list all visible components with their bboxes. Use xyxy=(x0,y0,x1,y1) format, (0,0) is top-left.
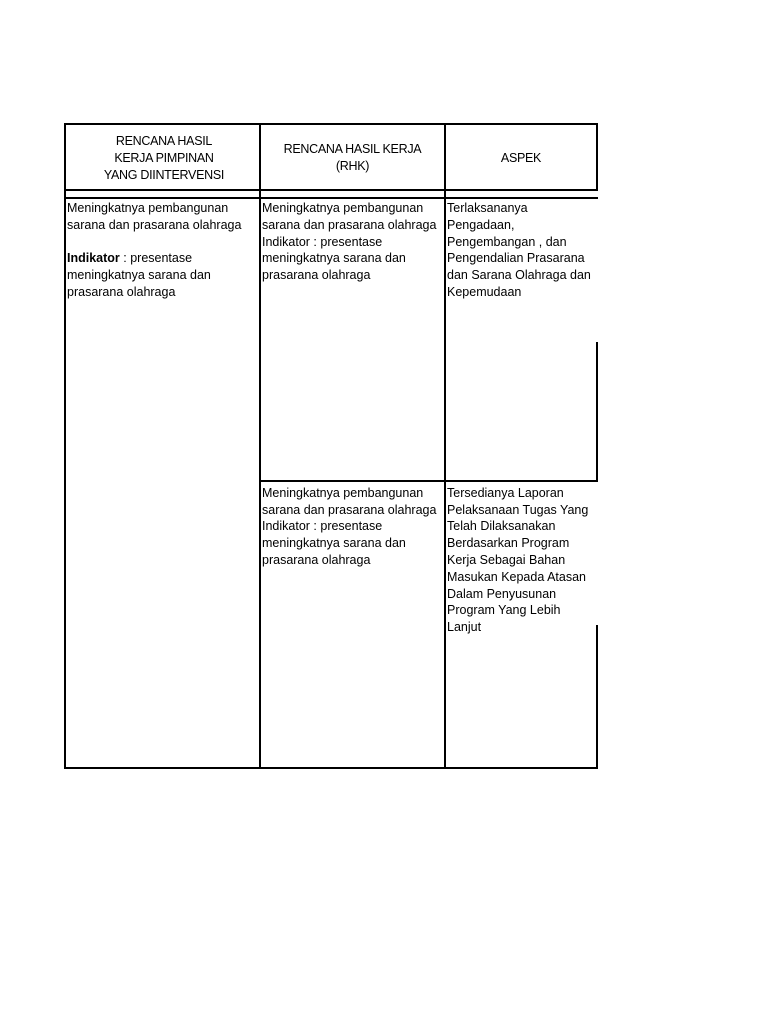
column-divider-2 xyxy=(444,123,446,769)
header-bottom-border-1 xyxy=(64,189,598,191)
table-bottom-border xyxy=(64,767,598,769)
column-divider-1 xyxy=(259,123,261,769)
aspek-line: Kepemudaan xyxy=(447,285,522,299)
indicator-label: Indikator xyxy=(67,251,120,265)
aspek-line: Terlaksananya xyxy=(447,201,528,215)
table-top-border xyxy=(64,123,598,125)
aspek-line: Pengadaan, xyxy=(447,218,515,232)
header-aspek: ASPEK xyxy=(500,151,542,165)
aspek-line: Telah Dilaksanakan xyxy=(447,519,556,533)
aspek-line: Program Yang Lebih xyxy=(447,603,561,617)
aspek-line: Dalam Penyusunan xyxy=(447,587,557,601)
header-rhk-pimpinan: RENCANA HASIL KERJA PIMPINAN YANG DIINTERVENSI xyxy=(103,134,225,182)
col1-indicator-line xyxy=(67,250,192,267)
aspek-line: Berdasarkan Program xyxy=(447,536,570,550)
row2-aspek-cell xyxy=(446,480,596,634)
rhk-line: Meningkatnya pembangunan xyxy=(262,201,424,215)
rhk-line: Indikator : presentase xyxy=(262,519,383,533)
rhk-line: prasarana olahraga xyxy=(262,268,371,282)
header-rhk: RENCANA HASIL KERJA (RHK) xyxy=(283,142,422,173)
col1-line: sarana dan prasarana olahraga xyxy=(67,218,242,232)
header-bottom-border-2 xyxy=(64,197,598,199)
rhk-line: sarana dan prasarana olahraga xyxy=(262,503,437,517)
rhk-line: Meningkatnya pembangunan xyxy=(262,486,424,500)
indicator-text: : presentase xyxy=(119,251,193,265)
aspek-line: Tersedianya Laporan xyxy=(447,486,564,500)
aspek-line: Masukan Kepada Atasan xyxy=(447,570,586,584)
col1-line: meningkatnya sarana dan xyxy=(67,268,211,282)
rhk-line: meningkatnya sarana dan xyxy=(262,251,406,265)
rhk-line: meningkatnya sarana dan xyxy=(262,536,406,550)
aspek-line: Kerja Sebagai Bahan xyxy=(447,553,566,567)
right-border-segment-2 xyxy=(596,625,598,769)
header-right-border xyxy=(596,123,598,191)
rhk-line: sarana dan prasarana olahraga xyxy=(262,218,437,232)
col1-line: Meningkatnya pembangunan xyxy=(67,201,229,215)
aspek-line: Pelaksanaan Tugas Yang xyxy=(447,503,589,517)
table-left-border xyxy=(64,123,66,769)
rhk-line: Indikator : presentase xyxy=(262,235,383,249)
aspek-line: dan Sarana Olahraga dan xyxy=(447,268,591,282)
right-border-segment-1 xyxy=(596,342,598,482)
rhk-line: prasarana olahraga xyxy=(262,553,371,567)
aspek-line: Lanjut xyxy=(447,620,482,634)
aspek-line: Pengembangan , dan xyxy=(447,235,567,249)
col1-line: prasarana olahraga xyxy=(67,285,176,299)
aspek-line: Pengendalian Prasarana xyxy=(447,251,585,265)
